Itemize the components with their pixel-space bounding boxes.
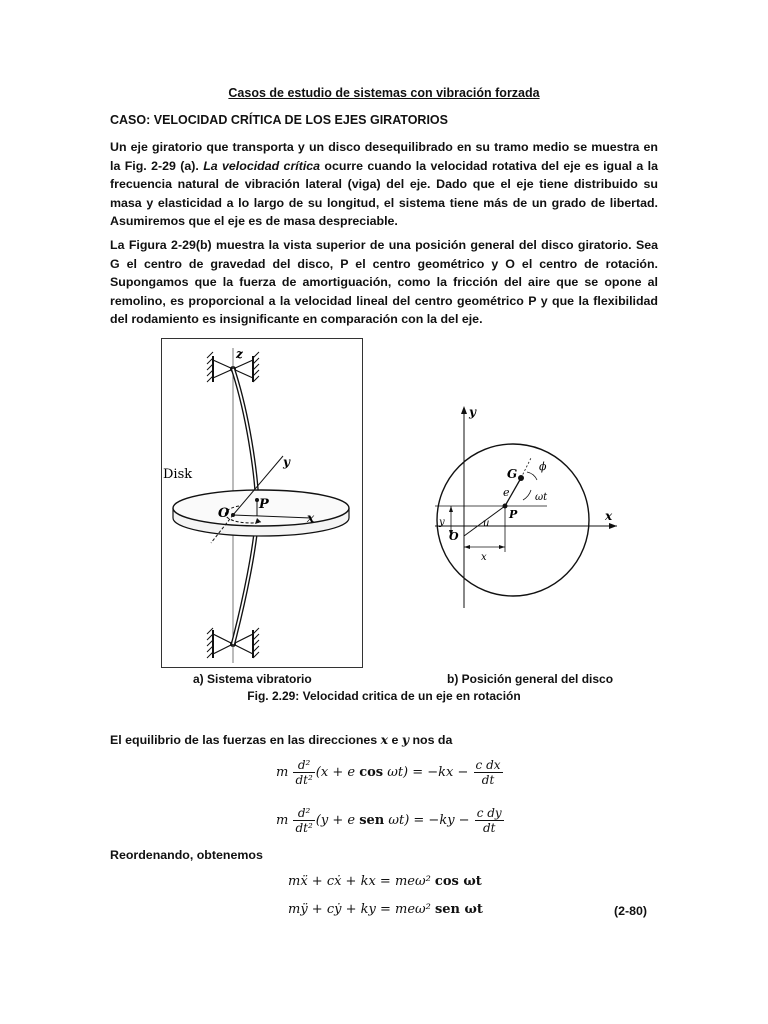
eq2-fn: sen	[359, 813, 385, 828]
eq1-damping-fraction: $\frac{\text{c dx}}{dt}$	[475, 758, 501, 787]
eq1-m: m	[276, 765, 289, 780]
paragraph-intro-post: ocurre cuando la velocidad rotativa del eje es igual a la frecuencia natural de vibración lateral (viga) del eje. Dado que el eje tiene distribuido su masa y elasticidad a lo largo de su longitud, el sistema tiene más de un grado de libertad. Asumiremos que el eje es de masa despreciable.	[110, 158, 658, 229]
figure-caption: Fig. 2.29: Velocidad critica de un eje en rotación	[247, 689, 521, 703]
paragraph-figure-description: La Figura 2-29(b) muestra la vista superior de una posición general del disco giratorio. Sea G el centro de gravedad del disco, P el centro geométrico y O el centro de rotación. Supongamos que la fuerza de amortiguación, como la fricción del aire que se opone al remolino, es proporcional a la velocidad lineal del centro geométrico P y que la flexibilidad del rodamiento es insignificante en comparación con la del eje.	[110, 238, 658, 327]
b-point-o-label: O	[449, 530, 459, 543]
point-p-label: P	[259, 497, 269, 512]
point-o-label: O	[218, 506, 230, 521]
figure-b-disk-position	[405, 400, 620, 612]
lead-x: x	[380, 732, 389, 747]
disk-label: Disk	[163, 467, 193, 482]
paragraph-intro-pre: Un eje giratorio que transporta y un disco desequilibrado en su tramo medio se muestra en la Fig. 2-29 (a).	[110, 140, 658, 173]
e-label: e	[503, 486, 510, 499]
eq2-body-pre: (y + e	[315, 813, 360, 828]
equations-lead	[110, 732, 452, 747]
caption-a: a) Sistema vibratorio	[193, 672, 312, 686]
eq3-fn: cos ωt	[434, 874, 482, 889]
caption-b: b) Posición general del disco	[447, 672, 614, 686]
eq2-m: m	[276, 813, 289, 828]
equation-number: (2-80)	[614, 904, 648, 918]
eq3-body: mẍ + cẋ + kx = meω²	[288, 874, 435, 889]
case-heading: CASO: VELOCIDAD CRÍTICA DE LOS EJES GIRATORIOS	[110, 113, 448, 127]
eq2-fraction: $\frac{\text{d²}}{\text{dt²}}$	[295, 806, 313, 835]
lead-pre: El equilibrio de las fuerzas en las direcciones	[110, 733, 381, 747]
b-x-axis-label: x	[605, 509, 613, 523]
z-axis-label: z	[236, 347, 243, 361]
y-dimension-label: y	[439, 517, 445, 528]
y-axis-label: y	[283, 455, 290, 469]
eq2-body-post: ωt) = −ky −	[384, 813, 470, 828]
phi-angle-label: ϕ	[539, 460, 547, 473]
figure-a-vibratory-system	[161, 338, 363, 668]
eq1-fn: cos	[359, 765, 384, 780]
omega-t-label: ωt	[535, 492, 548, 503]
u-label: u	[483, 518, 490, 529]
x-dimension-label: x	[481, 552, 487, 563]
lead-post: nos da	[409, 733, 453, 747]
lead-mid: e	[388, 733, 402, 747]
paragraph-intro	[110, 138, 658, 231]
eq1-body-pre: (x + e	[315, 765, 360, 780]
eq1-fraction: $\frac{\text{d²}}{\text{dt²}}$	[295, 758, 313, 787]
document-title: Casos de estudio de sistemas con vibración forzada	[228, 86, 540, 100]
lead-y: y	[401, 732, 410, 747]
eq1-body-post: ωt) = −kx −	[383, 765, 469, 780]
x-axis-label: x	[307, 511, 315, 525]
reorder-text: Reordenando, obtenemos	[110, 848, 263, 862]
b-point-p-label: P	[509, 508, 518, 521]
eq2-damping-fraction: $\frac{\text{c dy}}{dt}$	[476, 806, 502, 835]
b-y-axis-label: y	[469, 405, 476, 419]
eq4-fn: sen ωt	[434, 902, 483, 917]
paragraph-intro-italic: La velocidad crítica	[203, 158, 321, 173]
point-g-label: G	[507, 467, 518, 481]
eq4-body: mÿ + cẏ + ky = meω²	[288, 902, 435, 917]
